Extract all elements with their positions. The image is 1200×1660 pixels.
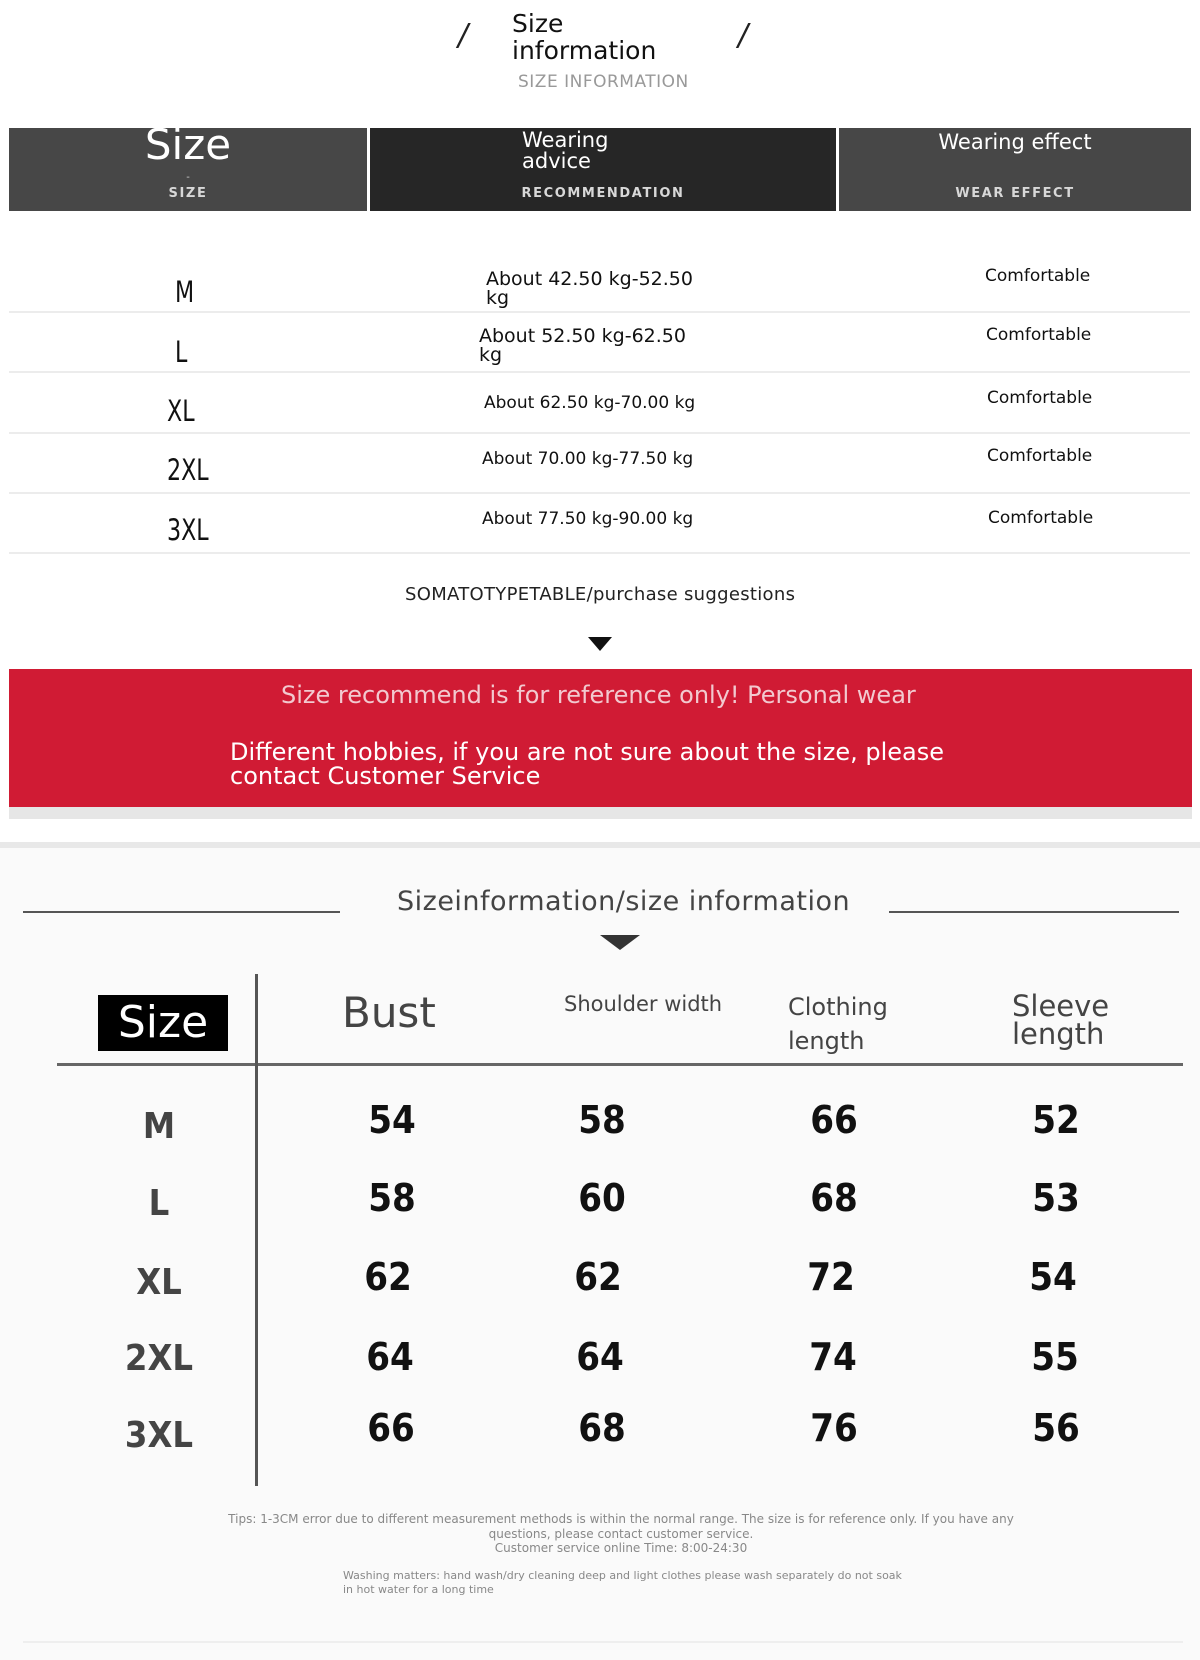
size-label-m: M	[175, 275, 195, 309]
measure-size-2xl: 2XL	[124, 1338, 194, 1379]
clothing-length-xl: 72	[807, 1255, 855, 1299]
col-header-sleeve-length: Sleeve length	[1012, 989, 1110, 1051]
header-advice	[370, 128, 836, 211]
header-effect-title: Wearing effect	[938, 130, 1092, 154]
clothing-length-l: 68	[810, 1176, 858, 1220]
arrow-down-icon	[588, 637, 612, 651]
col-header-size: Size	[98, 995, 228, 1051]
notice-banner	[9, 669, 1192, 807]
effect-m: Comfortable	[985, 266, 1091, 286]
bust-xl: 62	[364, 1255, 412, 1299]
slash-left: /	[458, 18, 469, 53]
effect-2xl: Comfortable	[987, 446, 1093, 466]
page-subtitle: SIZE INFORMATION	[518, 72, 689, 92]
header-size	[9, 120, 367, 211]
shoulder-2xl: 64	[576, 1335, 624, 1379]
measure-title: Sizeinformation/size information	[397, 886, 851, 917]
banner-shadow	[9, 807, 1192, 819]
col-header-bust: Bust	[342, 988, 436, 1037]
bottom-rule	[23, 1641, 1183, 1643]
header-advice-sub: RECOMMENDATION	[521, 186, 685, 201]
row-divider	[9, 432, 1190, 434]
size-label-xl: XL	[167, 394, 195, 428]
arrow-down-icon	[600, 935, 640, 950]
shoulder-m: 58	[578, 1098, 626, 1142]
clothing-length-3xl: 76	[810, 1406, 858, 1450]
effect-l: Comfortable	[986, 325, 1092, 345]
row-divider	[9, 371, 1190, 373]
row-divider	[9, 311, 1190, 313]
advice-2xl: About 70.00 kg-77.50 kg	[482, 449, 694, 469]
measure-size-m: M	[142, 1106, 176, 1147]
size-label-2xl: 2XL	[167, 453, 209, 487]
row-divider	[9, 492, 1190, 494]
col-header-clothing-length: Clothing length	[788, 993, 888, 1055]
size-label-3xl: 3XL	[167, 513, 209, 547]
sleeve-length-xl: 54	[1029, 1255, 1077, 1299]
sleeve-length-m: 52	[1032, 1098, 1080, 1142]
header-advice-title: Wearing advice	[522, 128, 609, 173]
header-effect-sub: WEAR EFFECT	[955, 186, 1075, 201]
effect-3xl: Comfortable	[988, 508, 1094, 528]
header-size-dash: -	[186, 172, 190, 183]
page-title: Size information	[512, 9, 657, 65]
row-divider	[9, 552, 1190, 554]
slash-right: /	[738, 18, 749, 53]
sleeve-length-2xl: 55	[1031, 1335, 1079, 1379]
table-caption: SOMATOTYPETABLE/purchase suggestions	[405, 584, 796, 605]
sleeve-length-3xl: 56	[1032, 1406, 1080, 1450]
size-column-divider	[255, 974, 258, 1486]
sleeve-length-l: 53	[1032, 1176, 1080, 1220]
title-rule-left	[23, 911, 340, 913]
measure-size-xl: XL	[136, 1262, 182, 1303]
col-header-shoulder: Shoulder width	[564, 992, 723, 1016]
shoulder-xl: 62	[574, 1255, 622, 1299]
shoulder-l: 60	[578, 1176, 626, 1220]
advice-3xl: About 77.50 kg-90.00 kg	[482, 509, 694, 529]
bust-l: 58	[368, 1176, 416, 1220]
advice-xl: About 62.50 kg-70.00 kg	[484, 393, 696, 413]
size-label-l: L	[175, 335, 188, 369]
bust-2xl: 64	[366, 1335, 414, 1379]
advice-m: About 42.50 kg-52.50 kg	[486, 268, 693, 309]
notice-line-1: Size recommend is for reference only! Personal wear	[281, 681, 916, 709]
notice-line-2: Different hobbies, if you are not sure about the size, please contact Customer Service	[230, 738, 944, 790]
header-effect	[839, 128, 1191, 211]
service-time: Customer service online Time: 8:00-24:30	[494, 1541, 748, 1555]
advice-l: About 52.50 kg-62.50 kg	[479, 325, 686, 366]
header-rule	[57, 1063, 1183, 1066]
measure-size-3xl: 3XL	[124, 1415, 194, 1456]
tips-text: Tips: 1-3CM error due to different measurement methods is within the normal range. The size is for reference only. If you have any questions, please contact customer service.	[228, 1512, 1014, 1541]
measure-size-l: L	[148, 1183, 170, 1224]
effect-xl: Comfortable	[987, 388, 1093, 408]
header-size-title: Size	[144, 120, 232, 169]
header-size-sub: SIZE	[168, 186, 208, 201]
clothing-length-2xl: 74	[809, 1335, 857, 1379]
bust-m: 54	[368, 1098, 416, 1142]
title-rule-right	[889, 911, 1179, 913]
bust-3xl: 66	[367, 1406, 415, 1450]
washing-notes: Washing matters: hand wash/dry cleaning deep and light clothes please wash separately do not soak in hot water for a long time	[343, 1569, 902, 1596]
shoulder-3xl: 68	[578, 1406, 626, 1450]
clothing-length-m: 66	[810, 1098, 858, 1142]
